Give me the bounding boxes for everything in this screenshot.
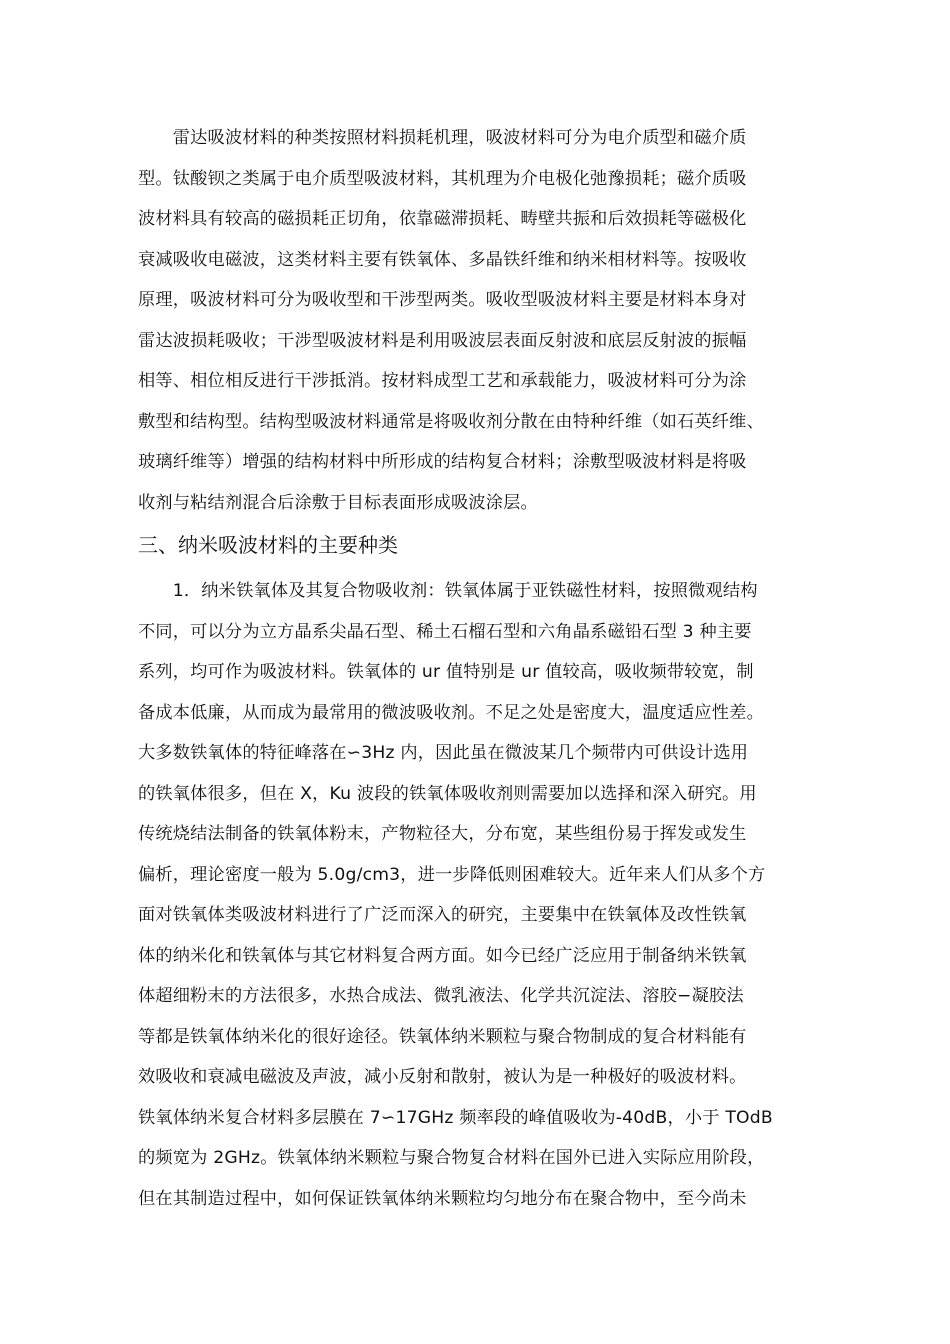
text-line: 效吸收和衰减电磁波及声波，减小反射和散射，被认为是一种极好的吸波材料。 [138,1067,747,1087]
text-line: 收剂与粘结剂混合后涂敷于目标表面形成吸波涂层。 [138,492,538,513]
text-line: 但在其制造过程中，如何保证铁氧体纳米颗粒均匀地分布在聚合物中，至今尚未 [138,1188,747,1209]
text-line: 玻璃纤维等）增强的结构材料中所形成的结构复合材料；涂敷型吸波材料是将吸 [138,452,747,472]
paragraph-absorber-classification [138,118,828,523]
text-line: 偏析，理论密度一般为 5.0g/cm3，进一步降低则困难较大。近年来人们从多个方 [138,864,766,885]
document-body [138,118,828,1219]
text-line: 备成本低廉，从而成为最常用的微波吸收剂。不足之处是密度大，温度适应性差。 [138,702,764,723]
text-line: 系列，均可作为吸波材料。铁氧体的 ur 值特别是 ur 值较高，吸收频带较宽，制 [138,662,754,682]
text-line: 原理，吸波材料可分为吸收型和干涉型两类。吸收型吸波材料主要是材料本身对 [138,290,747,310]
text-line: 大多数铁氧体的特征峰落在∽3Hz 内，因此虽在微波某几个频带内可供设计选用 [138,743,749,763]
text-line: 1．纳米铁氧体及其复合物吸收剂：铁氧体属于亚铁磁性材料，按照微观结构 [138,581,758,601]
text-line: 的铁氧体很多，但在 X，Ku 波段的铁氧体吸收剂则需要加以选择和深入研究。用 [138,783,757,804]
text-line: 的频宽为 2GHz。铁氧体纳米颗粒与聚合物复合材料在国外已进入实际应用阶段， [138,1148,765,1168]
text-line: 体超细粉末的方法很多，水热合成法、微乳液法、化学共沉淀法、溶胶−凝胶法 [138,986,744,1006]
text-line: 面对铁氧体类吸波材料进行了广泛而深入的研究，主要集中在铁氧体及改性铁氧 [138,905,747,925]
text-line: 雷达吸波材料的种类按照材料损耗机理，吸波材料可分为电介质型和磁介质 [138,128,747,148]
text-line: 衰减吸收电磁波，这类材料主要有铁氧体、多晶铁纤维和纳米相材料等。按吸收 [138,249,747,270]
text-line: 传统烧结法制备的铁氧体粉末，产物粒径大，分布宽，某些组份易于挥发或发生 [138,824,747,844]
section-heading: 三、纳米吸波材料的主要种类 [138,533,398,557]
text-line: 相等、相位相反进行干涉抵消。按材料成型工艺和承载能力，吸波材料可分为涂 [138,371,747,391]
paragraph-nano-ferrite [138,571,828,1219]
text-line: 敷型和结构型。结构型吸波材料通常是将吸收剂分散在由特种纤维（如石英纤维、 [138,411,764,432]
text-line: 雷达波损耗吸收；干涉型吸波材料是利用吸波层表面反射波和底层反射波的振幅 [138,330,747,351]
text-line: 铁氧体纳米复合材料多层膜在 7∽17GHz 频率段的峰值吸收为-40dB，小于 TOdB [138,1107,773,1128]
text-line: 体的纳米化和铁氧体与其它材料复合两方面。如今已经广泛应用于制备纳米铁氧 [138,945,747,966]
text-line: 型。钛酸钡之类属于电介质型吸波材料，其机理为介电极化弛豫损耗；磁介质吸 [138,168,747,189]
text-line: 等都是铁氧体纳米化的很好途径。铁氧体纳米颗粒与聚合物制成的复合材料能有 [138,1026,747,1047]
text-line: 波材料具有较高的磁损耗正切角，依靠磁滞损耗、畴壁共振和后效损耗等磁极化 [138,209,747,229]
text-line: 不同，可以分为立方晶系尖晶石型、稀土石榴石型和六角晶系磁铅石型 3 种主要 [138,621,752,642]
